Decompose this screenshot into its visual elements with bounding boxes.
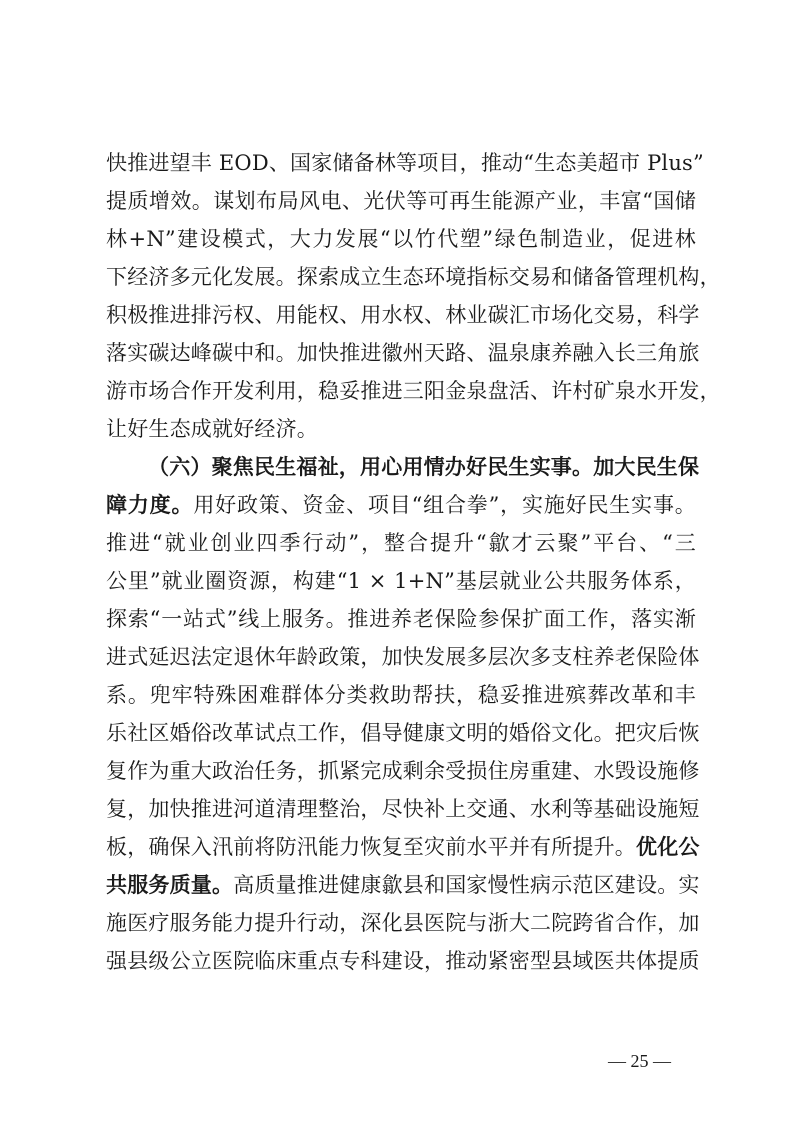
text-line: 提质增效。谋划布局风电、光伏等可再生能源产业，丰富“国储 — [106, 189, 696, 213]
body-text — [106, 144, 721, 980]
text-line: 落实碳达峰碳中和。加快推进徽州天路、温泉康养融入长三角旅 — [106, 341, 700, 365]
subheading-label: 优化公 — [636, 834, 700, 859]
text-line: 进式延迟法定退休年龄政策，加快发展多层次多支柱养老保险体 — [106, 645, 700, 669]
text-line: 快推进望丰 EOD、国家储备林等项目，推动“生态美超市 Plus” — [106, 151, 704, 175]
text-line: 林+N”建设模式，大力发展“以竹代塑”绿色制造业，促进林 — [106, 227, 696, 251]
text-line: 游市场合作开发利用，稳妥推进三阳金泉盘活、许村矿泉水开发， — [106, 379, 721, 403]
section-heading: （六）聚焦民生福祉，用心用情办好民生实事。加大民生保 — [148, 454, 700, 479]
text-line: 复作为重大政治任务，抓紧完成剩余受损住房重建、水毁设施修 — [106, 759, 700, 783]
page-number: — 25 — — [608, 1051, 671, 1071]
text-line: 施医疗服务能力提升行动，深化县医院与浙大二院跨省合作，加 — [106, 911, 700, 935]
subheading-label: 共服务质量。 — [106, 872, 234, 897]
text-line: 推进“就业创业四季行动”，整合提升“歙才云聚”平台、“三 — [106, 531, 696, 555]
text-line — [106, 486, 696, 524]
text-line: 复，加快推进河道清理整治，尽快补上交通、水利等基础设施短 — [106, 797, 700, 821]
text-line — [106, 828, 700, 866]
text-line: 下经济多元化发展。探索成立生态环境指标交易和储备管理机构， — [106, 265, 721, 289]
text-span: 板，确保入汛前将防汛能力恢复至灾前水平并有所提升。 — [106, 835, 636, 859]
text-span: 用好政策、资金、项目“组合拳”，实施好民生实事。 — [193, 493, 696, 517]
text-line: 让好生态成就好经济。 — [106, 417, 318, 441]
text-line: 系。兜牢特殊困难群体分类救助帮扶，稳妥推进殡葬改革和丰 — [106, 683, 696, 707]
text-line: 积极推进排污权、用能权、用水权、林业碳汇市场化交易，科学 — [106, 303, 700, 327]
text-line: 探索“一站式”线上服务。推进养老保险参保扩面工作，落实渐 — [106, 607, 696, 631]
text-line — [106, 866, 700, 904]
text-line: 强县级公立医院临床重点专科建设，推动紧密型县域医共体提质 — [106, 949, 700, 973]
text-line: 乐社区婚俗改革试点工作，倡导健康文明的婚俗文化。把灾后恢 — [106, 721, 700, 745]
text-span: 高质量推进健康歙县和国家慢性病示范区建设。实 — [233, 873, 700, 897]
text-line: 公里”就业圈资源，构建“1 × 1+N”基层就业公共服务体系， — [106, 569, 696, 593]
subheading-label: 障力度。 — [106, 492, 194, 517]
